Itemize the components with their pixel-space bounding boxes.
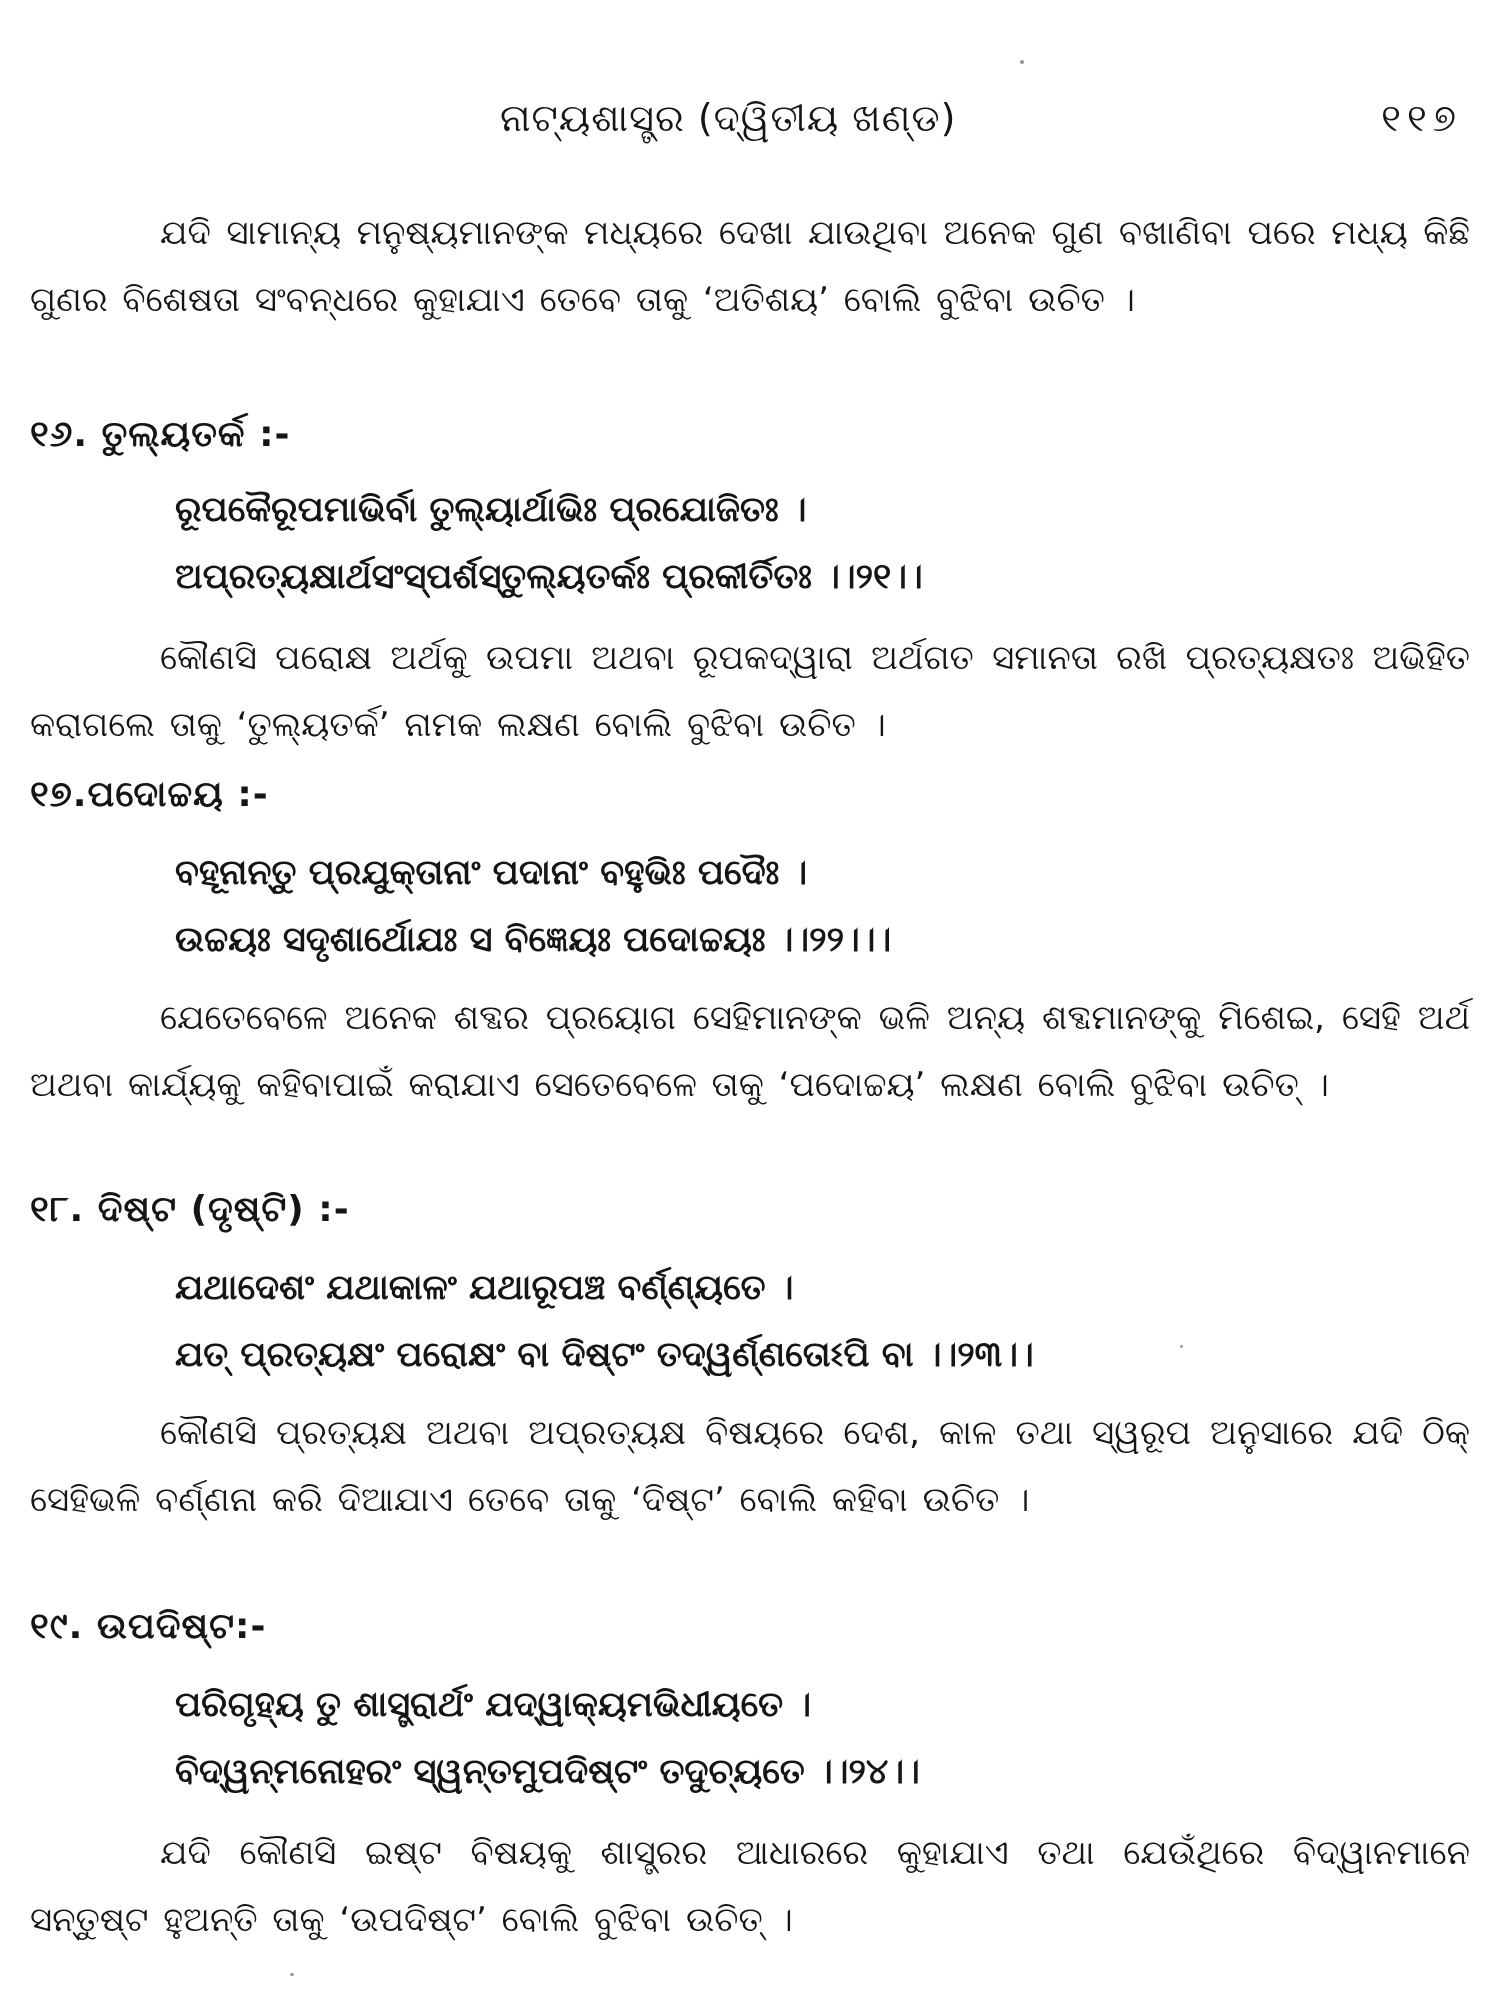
page-header (0, 88, 1500, 158)
section-heading: ୧୯. ଉପଦିଷ୍ଟ:- (30, 1606, 267, 1647)
section-16 (30, 405, 1470, 465)
verse-line: ପରିଗୃହ୍ୟ ତୁ ଶାସ୍ତ୍ରାର୍ଥଂ ଯଦ୍ୱାକ୍ୟମଭିଧୀୟତେ । (175, 1685, 812, 1725)
section-19-body (30, 1820, 1470, 1954)
sanskrit-verse (30, 1672, 1470, 1806)
section-18 (30, 1180, 1470, 1240)
running-title: ନାଟ୍ୟଶାସ୍ତ୍ର (ଦ୍ୱିତୀୟ ଖଣ୍ଡ) (500, 96, 957, 140)
verse-line: ଅପ୍ରତ୍ୟକ୍ଷାର୍ଥସଂସ୍ପର୍ଶସ୍ତୁଲ୍ୟତର୍କଃ ପ୍ରକୀର୍ତିତଃ ।।୨୧।। (175, 557, 923, 597)
section-paragraph: କୌଣସି ପ୍ରତ୍ୟକ୍ଷ ଅଥବା ଅପ୍ରତ୍ୟକ୍ଷ ବିଷୟରେ ଦେଶ, କାଳ ତଥା ସ୍ୱରୂପ ଅନୁସାରେ ଯଦି ଠିକ୍ ସେହିଭଳି ବର୍ଣ୍ଣନା କରି ଦିଆଯାଏ ତେବେ ତାକୁ ‘ଦିଷ୍ଟ’ ବୋଲି କହିବା ଉଚିତ । (30, 1413, 1470, 1520)
section-18-body (30, 1400, 1470, 1534)
section-17-body (30, 985, 1470, 1119)
verse-line: ବହୂନାନ୍ତୁ ପ୍ରଯୁକ୍ତାନାଂ ପଦାନାଂ ବହୁଭିଃ ପଦୈଃ । (175, 853, 808, 893)
verse-line: ବିଦ୍ୱନ୍ମନୋହରଂ ସ୍ୱନ୍ତମୁପଦିଷ୍ଟଂ ତଦୁଚ୍ୟତେ ।।୨୪।। (175, 1752, 920, 1792)
section-19-verse (30, 1672, 1470, 1806)
verse-line: ଯତ୍ ପ୍ରତ୍ୟକ୍ଷଂ ପରୋକ୍ଷଂ ବା ଦିଷ୍ଟଂ ତଦ୍ୱର୍ଣ୍ଣତୋଽପି ବା ।।୨୩।। (175, 1335, 1034, 1375)
verse-line: ଯଥାଦେଶଂ ଯଥାକାଳଂ ଯଥାରୂପଞ୍ଚ ବର୍ଣ୍ଣ୍ୟତେ । (175, 1268, 794, 1308)
sanskrit-verse (30, 477, 1470, 611)
section-heading: ୧୬. ତୁଲ୍ୟତର୍କ :- (30, 414, 291, 455)
section-18-verse (30, 1255, 1470, 1389)
section-16-body (30, 625, 1470, 759)
section-paragraph: ଯଦି କୌଣସି ଇଷ୍ଟ ବିଷୟକୁ ଶାସ୍ତ୍ରର ଆଧାରରେ କୁହାଯାଏ ତଥା ଯେଉଁଥିରେ ବିଦ୍ୱାନମାନେ ସନ୍ତୁଷ୍ଟ ହୁଅନ୍ତି ତାକୁ ‘ଉପଦିଷ୍ଟ’ ବୋଲି ବୁଝିବା ଉଚିତ୍ । (30, 1833, 1470, 1940)
page-number: ୧୧୭ (1381, 96, 1462, 140)
verse-line: ରୂପକୈରୂପମାଭିର୍ବା ତୁଲ୍ୟାର୍ଥାଭିଃ ପ୍ରଯୋଜିତଃ । (175, 490, 807, 530)
section-19 (30, 1597, 1470, 1657)
scan-speck (290, 1973, 294, 1976)
section-17 (30, 765, 1470, 825)
verse-line: ଉଚ୍ଚୟଃ ସଦୃଶାର୍ଥୋଯଃ ସ ବିଜ୍ଞେୟଃ ପଦୋଚ୍ଚୟଃ ।।୨୨।।। (175, 920, 892, 960)
section-heading: ୧୭.ପଦୋଚ୍ଚୟ :- (30, 774, 269, 815)
section-17-verse (30, 840, 1470, 974)
section-heading: ୧୮. ଦିଷ୍ଟ (ଦୃଷ୍ଟି) :- (30, 1189, 350, 1230)
sanskrit-verse (30, 840, 1470, 974)
section-paragraph: ଯେତେବେଳେ ଅନେକ ଶବ୍ଦର ପ୍ରୟୋଗ ସେହିମାନଙ୍କ ଭଳି ଅନ୍ୟ ଶବ୍ଦମାନଙ୍କୁ ମିଶେଇ, ସେହି ଅର୍ଥ ଅଥବା କାର୍ଯ୍ୟକୁ କହିବାପାଇଁ କରାଯାଏ ସେତେବେଳେ ତାକୁ ‘ପଦୋଚ୍ଚୟ’ ଲକ୍ଷଣ ବୋଲି ବୁଝିବା ଉଚିତ୍ । (30, 998, 1470, 1105)
sanskrit-verse (30, 1255, 1470, 1389)
scan-speck (1180, 1345, 1183, 1348)
scan-speck (1020, 60, 1024, 64)
intro-section (30, 200, 1470, 334)
section-16-verse (30, 477, 1470, 611)
section-paragraph: କୌଣସି ପରୋକ୍ଷ ଅର୍ଥକୁ ଉପମା ଅଥବା ରୂପକଦ୍ୱାରା ଅର୍ଥଗତ ସମାନତା ରଖି ପ୍ରତ୍ୟକ୍ଷତଃ ଅଭିହିତ କରାଗଲେ ତାକୁ ‘ତୁଲ୍ୟତର୍କ’ ନାମକ ଲକ୍ଷଣ ବୋଲି ବୁଝିବା ଉଚିତ । (30, 638, 1470, 745)
intro-paragraph: ଯଦି ସାମାନ୍ୟ ମନୁଷ୍ୟମାନଙ୍କ ମଧ୍ୟରେ ଦେଖା ଯାଉଥିବା ଅନେକ ଗୁଣ ବଖାଣିବା ପରେ ମଧ୍ୟ କିଛି ଗୁଣର ବିଶେଷତା ସଂବନ୍ଧରେ କୁହାଯାଏ ତେବେ ତାକୁ ‘ଅତିଶୟ’ ବୋଲି ବୁଝିବା ଉଚିତ । (30, 213, 1470, 320)
